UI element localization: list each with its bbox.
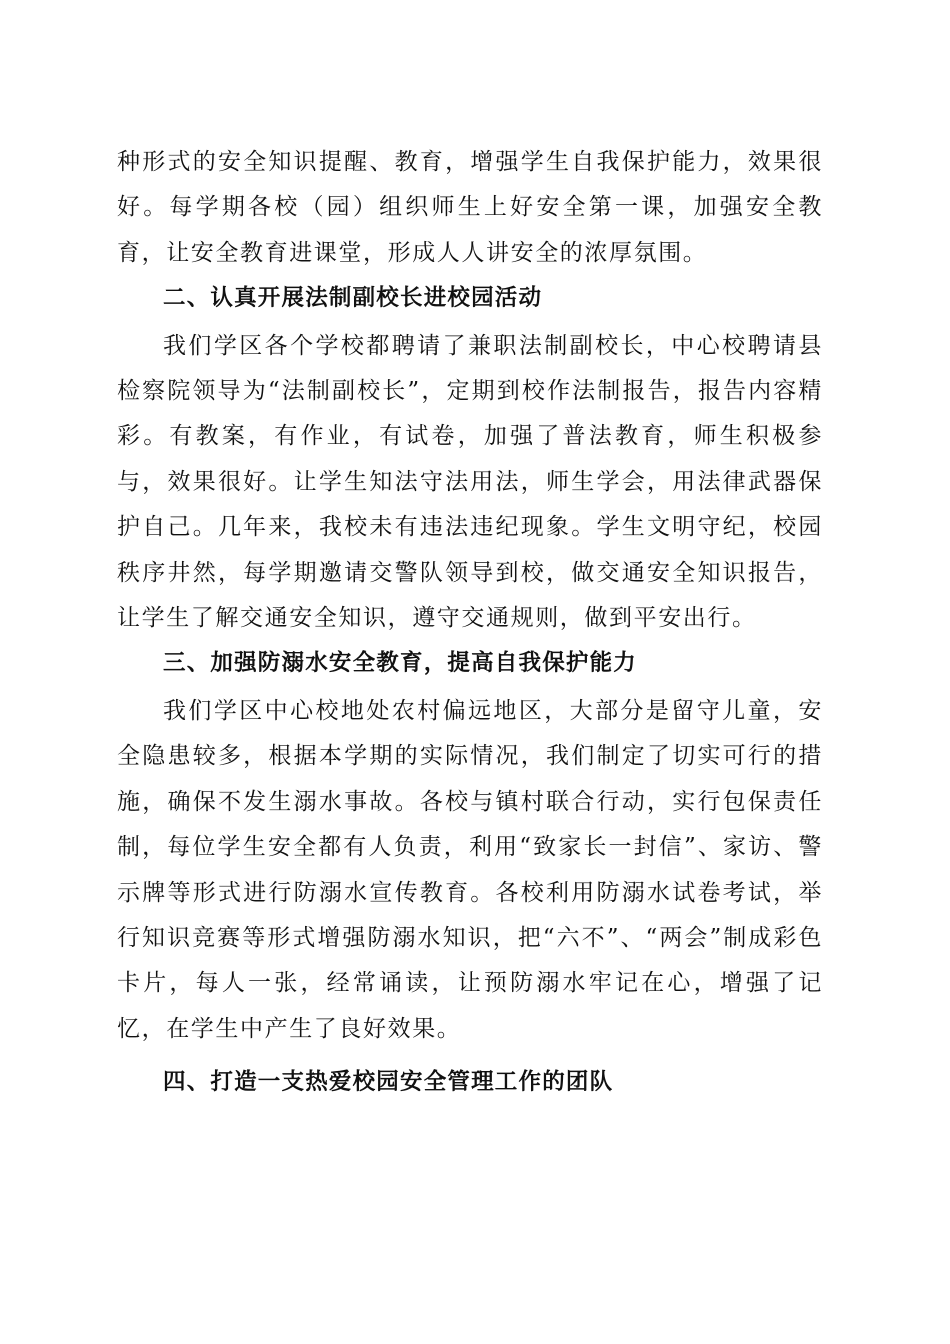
paragraph-drowning-prevention: 我们学区中心校地处农村偏远地区，大部分是留守儿童，安全隐患较多，根据本学期的实际情况，我们制定了切实可行的措施，确保不发生溺水事故。各校与镇村联合行动，实行包保责任制，每位学生安全都有人负责，利用“致家长一封信”、家访、警示牌等形式进行防溺水宣传教育。各校利用防溺水试卷考试，举行知识竞赛等形式增强防溺水知识，把“六不”、“两会”制成彩色卡片，每人一张，经常诵读，让预防溺水牢记在心，增强了记忆，在学生中产生了良好效果。 [117, 697, 823, 1042]
heading-section-4: 四、打造一支热爱校园安全管理工作的团队 [163, 1069, 614, 1096]
document-page [117, 140, 823, 1106]
heading-section-2: 二、认真开展法制副校长进校园活动 [163, 285, 543, 312]
heading-section-3: 三、加强防溺水安全教育，提高自我保护能力 [163, 650, 638, 677]
paragraph-safety-education-continued: 种形式的安全知识提醒、教育，增强学生自我保护能力，效果很好。每学期各校（园）组织师生上好安全第一课，加强安全教育，让安全教育进课堂，形成人人讲安全的浓厚氛围。 [117, 149, 823, 266]
paragraph-legal-vice-principal: 我们学区各个学校都聘请了兼职法制副校长，中心校聘请县检察院领导为“法制副校长”，定期到校作法制报告，报告内容精彩。有教案，有作业，有试卷，加强了普法教育，师生积极参与，效果很好。让学生知法守法用法，师生学会，用法律武器保护自己。几年来，我校未有违法违纪现象。学生文明守纪，校园秩序井然，每学期邀请交警队领导到校，做交通安全知识报告，让学生了解交通安全知识，遵守交通规则，做到平安出行。 [117, 332, 823, 632]
